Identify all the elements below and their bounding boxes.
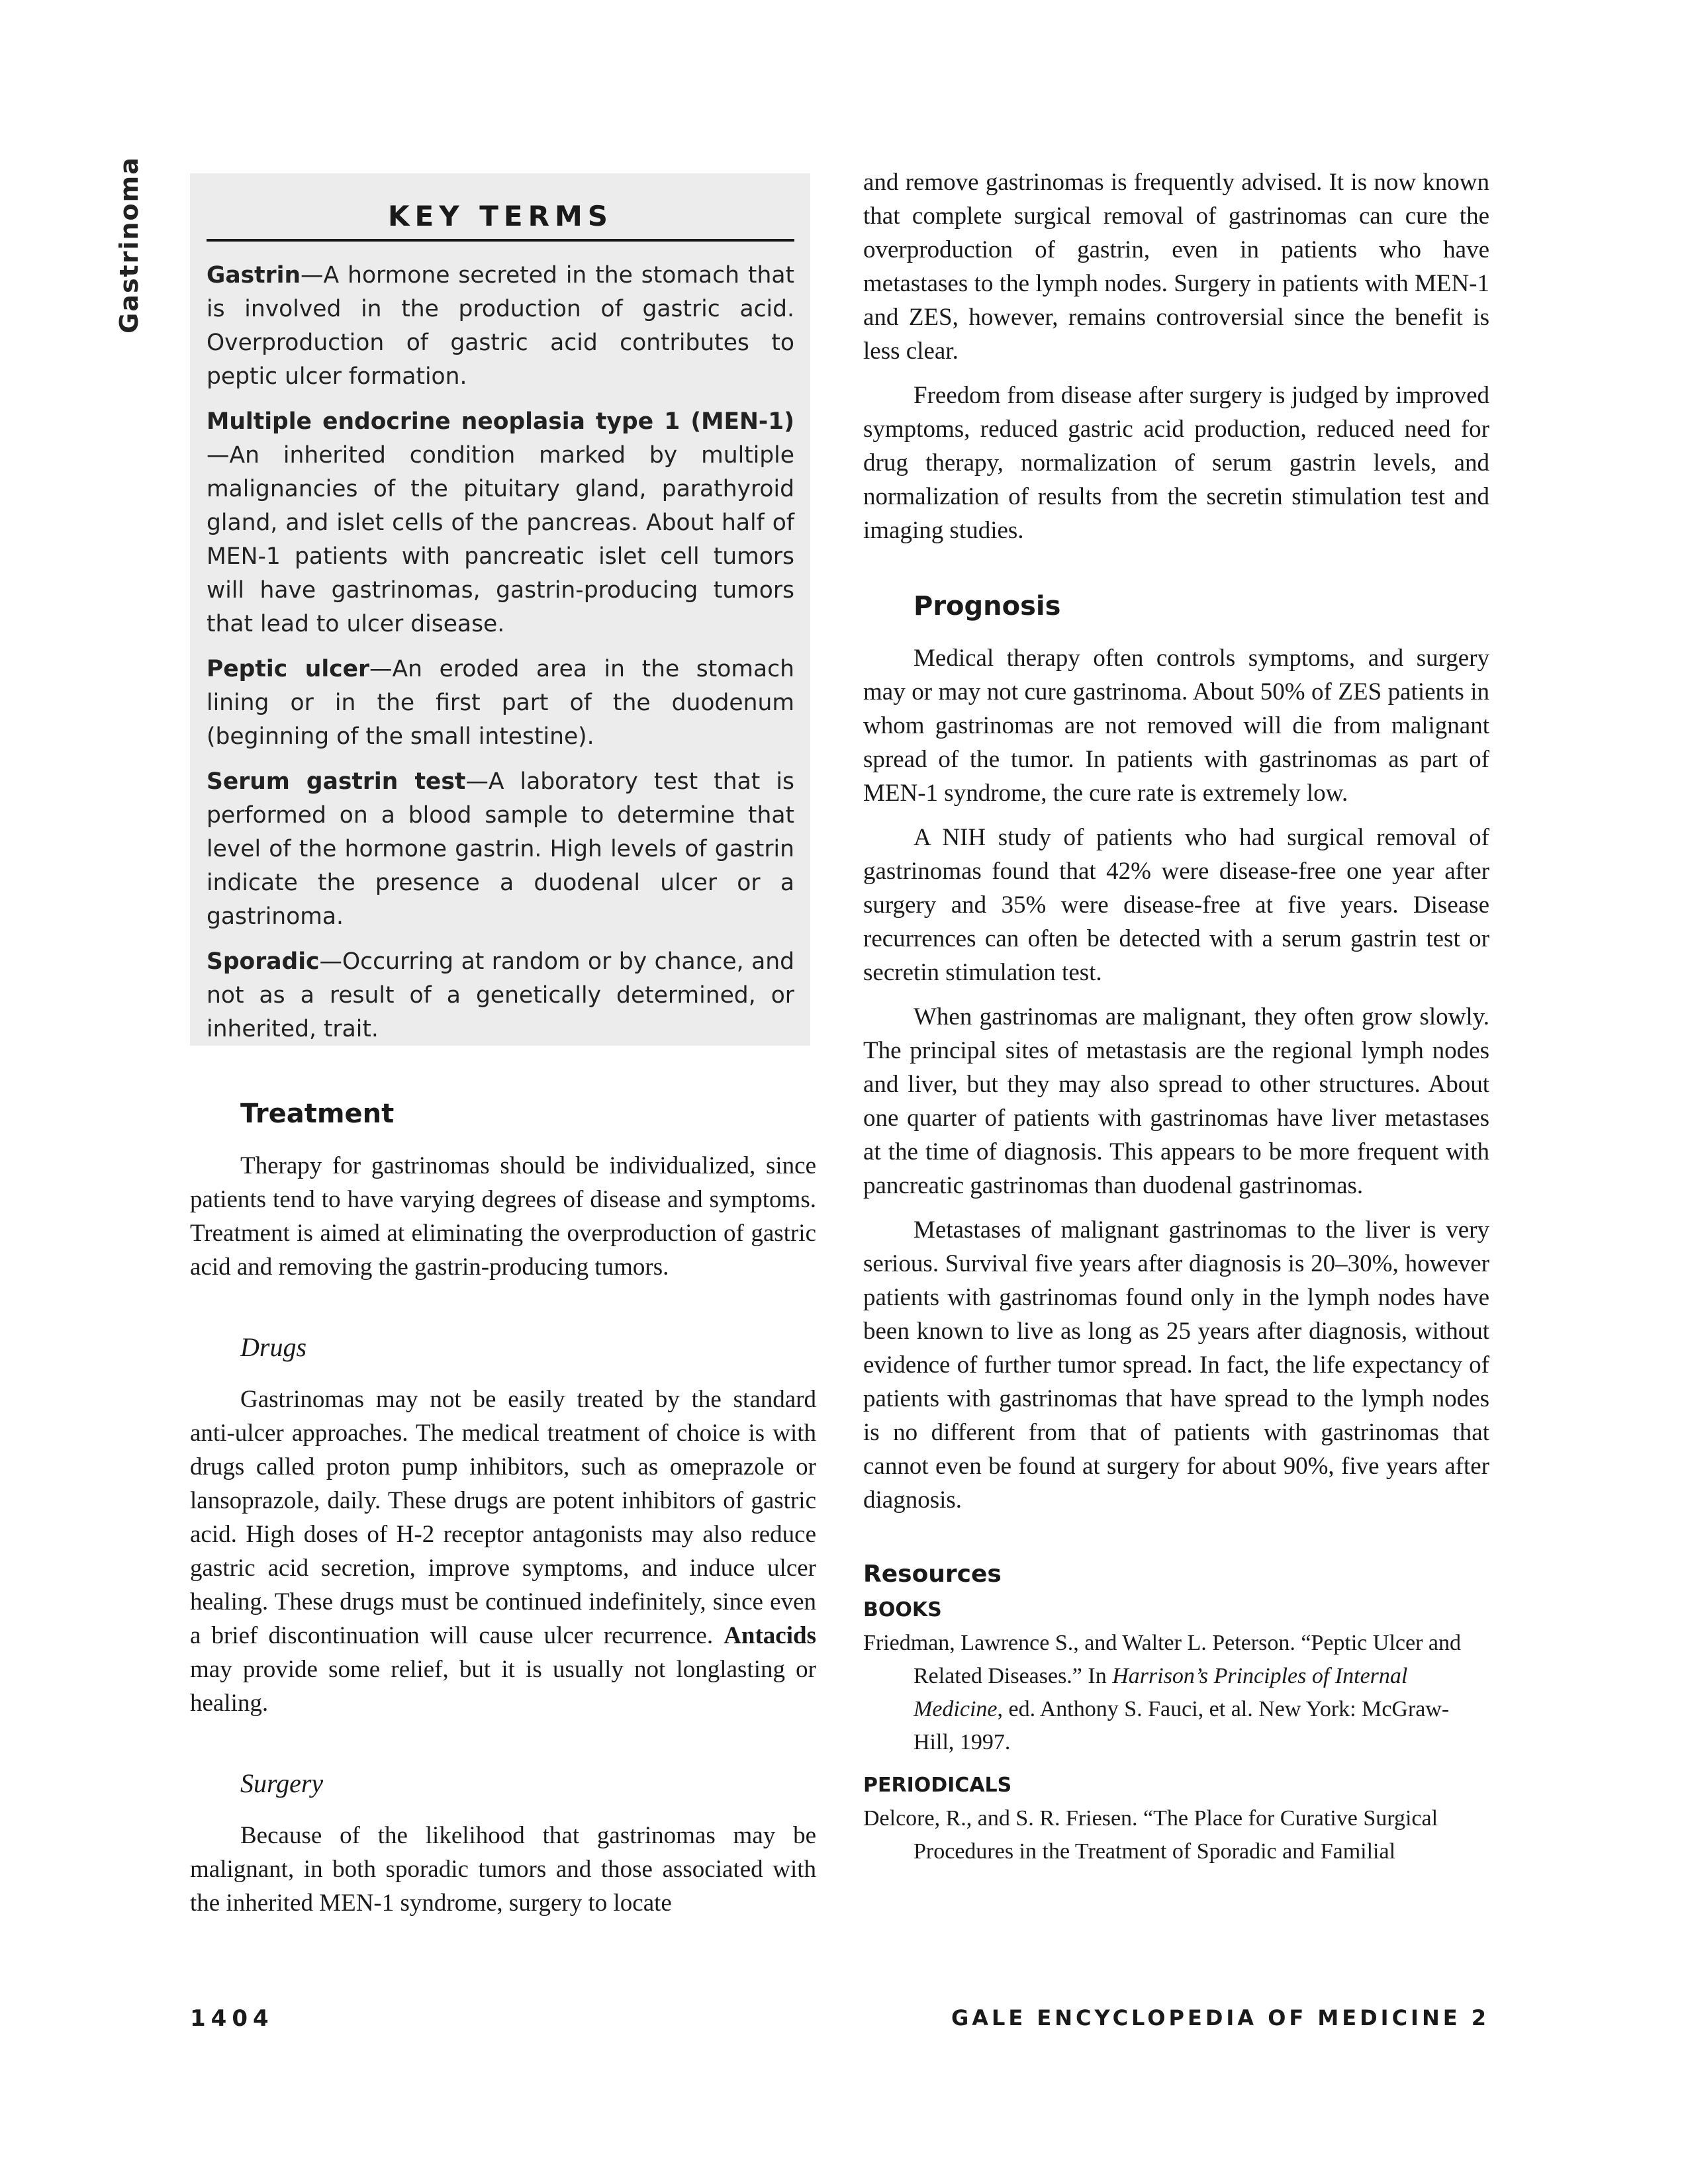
prognosis-paragraph: A NIH study of patients who had surgical removal of gastrinomas found that 42% were disease-free one year after surgery and 35% were disease-free at five years. Disease recurrences can often be detected with a serum gastrin test or secretin stimulation test. bbox=[863, 824, 1489, 986]
key-term-name: Multiple endocrine neoplasia type 1 (MEN-1) bbox=[207, 408, 794, 435]
publication-title: GALE ENCYCLOPEDIA OF MEDICINE 2 bbox=[951, 2005, 1489, 2030]
freedom-paragraph: Freedom from disease after surgery is judged by improved symptoms, reduced gastric acid production, reduced need for drug therapy, normalization of serum gastrin levels, and normalization of results from the secretin stimulation test and imaging studies. bbox=[863, 382, 1489, 544]
key-term-item bbox=[207, 765, 794, 934]
key-terms-title: KEY TERMS bbox=[207, 200, 794, 242]
side-tab-label: Gastrinoma bbox=[115, 156, 144, 334]
key-term-definition: —An inherited condition marked by multiple malignancies of the pituitary gland, parathyroid gland, and islet cells of the pancreas. About half of MEN-1 patients with pancreatic islet cell tumors will have gastrinomas, gastrin-producing tumors that lead to ulcer disease. bbox=[207, 442, 794, 637]
prognosis-heading: Prognosis bbox=[914, 591, 1061, 621]
key-term-item bbox=[207, 259, 794, 394]
books-label: BOOKS bbox=[863, 1598, 942, 1621]
prognosis-paragraph: Metastases of malignant gastrinomas to the liver is very serious. Survival five years after diagnosis is 20–30%, however patients with gastrinomas found only in the lymph nodes have been known to live as long as 25 years after diagnosis, without evidence of further tumor spread. In fact, the life expectancy of patients with gastrinomas that have spread to the lymph nodes is no different from that of patients with gastrinomas that cannot even be found at surgery for about 90%, five years after diagnosis. bbox=[863, 1216, 1489, 1514]
key-term-name: Gastrin bbox=[207, 262, 301, 289]
key-term-name: Serum gastrin test bbox=[207, 768, 466, 795]
book-reference-details: , ed. Anthony S. Fauci, et al. New York: McGraw-Hill, 1997. bbox=[914, 1697, 1450, 1754]
key-term-name: Peptic ulcer bbox=[207, 656, 370, 682]
drugs-heading: Drugs bbox=[240, 1332, 307, 1362]
surgery-paragraph: Because of the likelihood that gastrinomas may be malignant, in both sporadic tumors and those associated with the inherited MEN-1 syndrome, surgery to locate bbox=[190, 1822, 816, 1917]
key-term-definition: —Occurring at random or by chance, and not as a result of a genetically determined, or inherited, trait. bbox=[207, 948, 794, 1042]
treatment-heading: Treatment bbox=[240, 1099, 395, 1129]
key-term-item bbox=[207, 405, 794, 641]
treatment-paragraph: Therapy for gastrinomas should be individualized, since patients tend to have varying degrees of disease and symptoms. Treatment is aimed at eliminating the overproduction of gastric acid and removing the gastrin-producing tumors. bbox=[190, 1152, 816, 1281]
key-term-item bbox=[207, 653, 794, 754]
drugs-text-end: may provide some relief, but it is usually not longlasting or healing. bbox=[190, 1656, 816, 1717]
left-column bbox=[190, 1099, 816, 1931]
surgery-continued-paragraph: and remove gastrinomas is frequently advised. It is now known that complete surgical removal of gastrinomas can cure the overproduction of gastrin, even in patients who have metastases to the lymph nodes. Surgery in patients with MEN-1 and ZES, however, remains controversial since the benefit is less clear. bbox=[863, 169, 1489, 365]
key-term-definition: —An eroded area in the stomach lining or in the first part of the duodenum (beginning of the small intestine). bbox=[207, 656, 794, 750]
right-column bbox=[863, 165, 1489, 1883]
page-number: 1404 bbox=[190, 2005, 274, 2032]
drugs-text: Gastrinomas may not be easily treated by the standard anti-ulcer approaches. The medical treatment of choice is with drugs called proton pump inhibitors, such as omeprazole or lansoprazole, daily. These drugs are potent inhibitors of gastric acid. High doses of H-2 receptor antagonists may also reduce gastric acid secretion, improve symptoms, and induce ulcer healing. These drugs must be continued indefinitely, since even a brief discontinuation will cause ulcer recurrence. bbox=[190, 1386, 816, 1649]
book-reference bbox=[863, 1627, 1489, 1759]
surgery-heading: Surgery bbox=[240, 1768, 324, 1798]
key-term-item bbox=[207, 945, 794, 1046]
key-term-definition: —A hormone secreted in the stomach that is involved in the production of gastric acid. Overproduction of gastric acid contributes to peptic ulcer formation. bbox=[207, 262, 794, 390]
key-terms-box bbox=[190, 173, 810, 1046]
book-reference-authors: Friedman, Lawrence S., and Walter L. Peterson. “Peptic Ulcer and Related Diseases.” In bbox=[863, 1631, 1461, 1688]
antacids-term: Antacids bbox=[724, 1622, 816, 1649]
periodicals-label: PERIODICALS bbox=[863, 1774, 1012, 1797]
prognosis-paragraph: Medical therapy often controls symptoms, and surgery may or may not cure gastrinoma. About 50% of ZES patients in whom gastrinomas are not removed will die from malignant spread of the tumor. In patients with gastrinomas as part of MEN-1 syndrome, the cure rate is extremely low. bbox=[863, 645, 1489, 807]
resources-heading: Resources bbox=[863, 1561, 1002, 1588]
prognosis-paragraph: When gastrinomas are malignant, they often grow slowly. The principal sites of metastasis are the regional lymph nodes and liver, but they may also spread to other structures. About one quarter of patients with gastrinomas have liver metastases at the time of diagnosis. This appears to be more frequent with pancreatic gastrinomas than duodenal gastrinomas. bbox=[863, 1003, 1489, 1199]
side-section-tab bbox=[99, 156, 159, 334]
key-term-definition: —A laboratory test that is performed on a blood sample to determine that level of the hormone gastrin. High levels of gastrin indicate the presence a duodenal ulcer or a gastrinoma. bbox=[207, 768, 794, 930]
periodical-reference: Delcore, R., and S. R. Friesen. “The Place for Curative Surgical Procedures in the Treatment of Sporadic and Familial bbox=[863, 1806, 1438, 1864]
key-term-name: Sporadic bbox=[207, 948, 320, 975]
drugs-paragraph bbox=[190, 1383, 816, 1720]
book-reference-title: Harrison’s Principles of Internal Medicine bbox=[914, 1664, 1408, 1721]
